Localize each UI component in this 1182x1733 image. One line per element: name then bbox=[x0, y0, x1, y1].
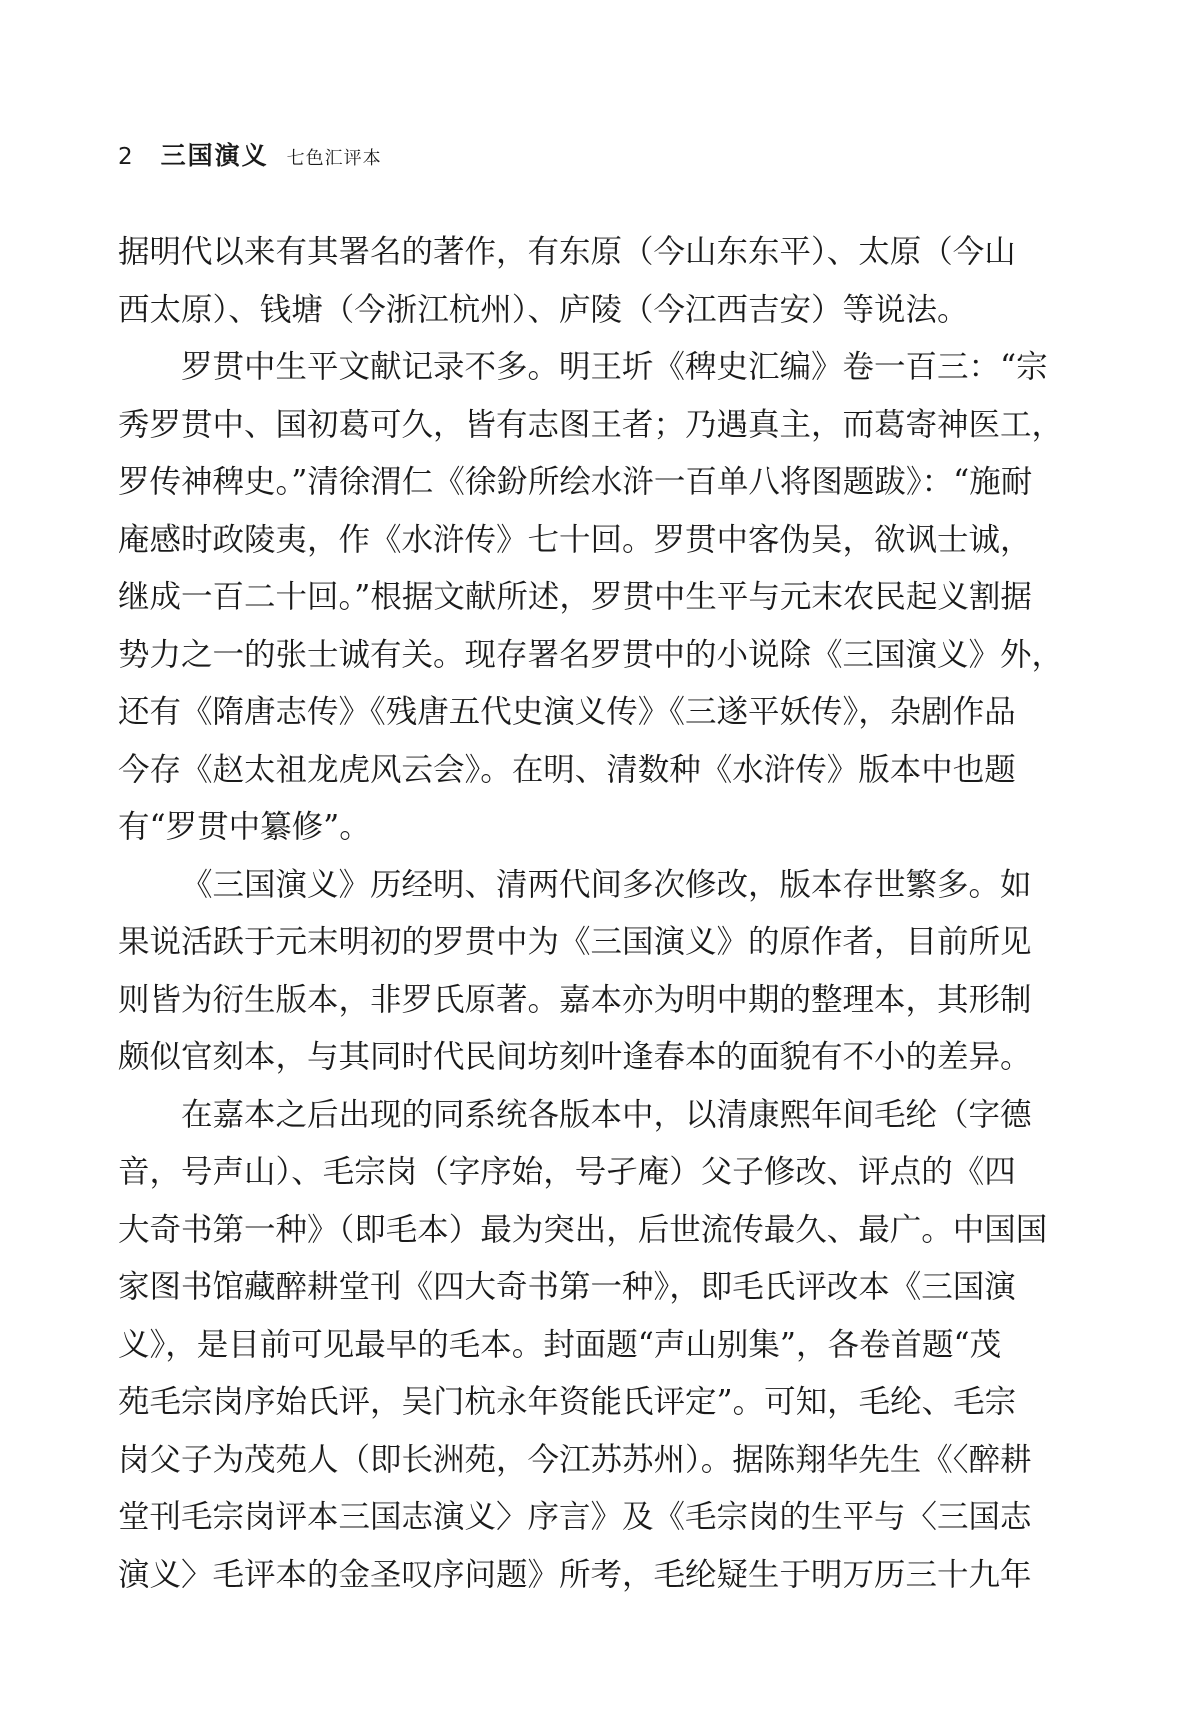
running-header bbox=[118, 136, 382, 176]
book-title: 三国演义 bbox=[160, 141, 269, 170]
text-line: 西太原）、钱塘（今浙江杭州）、庐陵（今江西吉安）等说法。 bbox=[118, 291, 969, 328]
text-line: 义》，是目前可见最早的毛本。封面题“声山别集”，各卷首题“茂 bbox=[118, 1326, 1002, 1363]
text-line: 有“罗贯中纂修”。 bbox=[118, 809, 371, 845]
text-line: 今存《赵太祖龙虎风云会》。在明、清数种《水浒传》版本中也题 bbox=[118, 751, 1016, 788]
text-line: 罗传神稗史。”清徐渭仁《徐鈖所绘水浒一百单八将图题跋》：“施耐 bbox=[118, 464, 1033, 500]
paragraph-start-line: 在嘉本之后出现的同系统各版本中，以清康熙年间毛纶（字德 bbox=[181, 1096, 1032, 1133]
book-subtitle: 七色汇评本 bbox=[286, 148, 382, 169]
text-line: 颇似官刻本，与其同时代民间坊刻叶逢春本的面貌有不小的差异。 bbox=[118, 1039, 1032, 1075]
body-text bbox=[118, 224, 1064, 1604]
text-line: 继成一百二十回。”根据文献所述，罗贯中生平与元末农民起义割据 bbox=[118, 579, 1032, 615]
text-line: 还有《隋唐志传》《残唐五代史演义传》《三遂平妖传》，杂剧作品 bbox=[118, 694, 1016, 730]
paragraph-start-line: 罗贯中生平文献记录不多。明王圻《稗史汇编》卷一百三：“宗 bbox=[181, 349, 1048, 385]
paragraph-start-line: 《三国演义》历经明、清两代间多次修改，版本存世繁多。如 bbox=[181, 866, 1032, 903]
text-line: 演义〉毛评本的金圣叹序问题》所考，毛纶疑生于明万历三十九年 bbox=[118, 1556, 1032, 1593]
text-line: 庵感时政陵夷，作《水浒传》七十回。罗贯中客伪吴，欲讽士诚， bbox=[118, 521, 1032, 558]
text-line: 势力之一的张士诚有关。现存署名罗贯中的小说除《三国演义》外， bbox=[118, 636, 1064, 673]
text-line: 岗父子为茂苑人（即长洲苑，今江苏苏州）。据陈翔华先生《〈醉耕 bbox=[118, 1441, 1032, 1478]
text-line: 音，号声山）、毛宗岗（字序始，号孑庵）父子修改、评点的《四 bbox=[118, 1154, 1016, 1190]
text-line: 秀罗贯中、国初葛可久，皆有志图王者；乃遇真主，而葛寄神医工， bbox=[118, 406, 1064, 443]
text-line: 据明代以来有其署名的著作，有东原（今山东东平）、太原（今山 bbox=[118, 234, 1016, 270]
page-number: 2 bbox=[118, 144, 133, 170]
text-line: 大奇书第一种》（即毛本）最为突出，后世流传最久、最广。中国国 bbox=[118, 1211, 1048, 1248]
text-line: 家图书馆藏醉耕堂刊《四大奇书第一种》，即毛氏评改本《三国演 bbox=[118, 1269, 1016, 1305]
text-line: 苑毛宗岗序始氏评，吴门杭永年资能氏评定”。可知，毛纶、毛宗 bbox=[118, 1384, 1017, 1420]
text-line: 果说活跃于元末明初的罗贯中为《三国演义》的原作者，目前所见 bbox=[118, 924, 1032, 960]
text-line: 则皆为衍生版本，非罗氏原著。嘉本亦为明中期的整理本，其形制 bbox=[118, 981, 1032, 1018]
text-line: 堂刊毛宗岗评本三国志演义〉序言》及《毛宗岗的生平与〈三国志 bbox=[118, 1499, 1032, 1535]
